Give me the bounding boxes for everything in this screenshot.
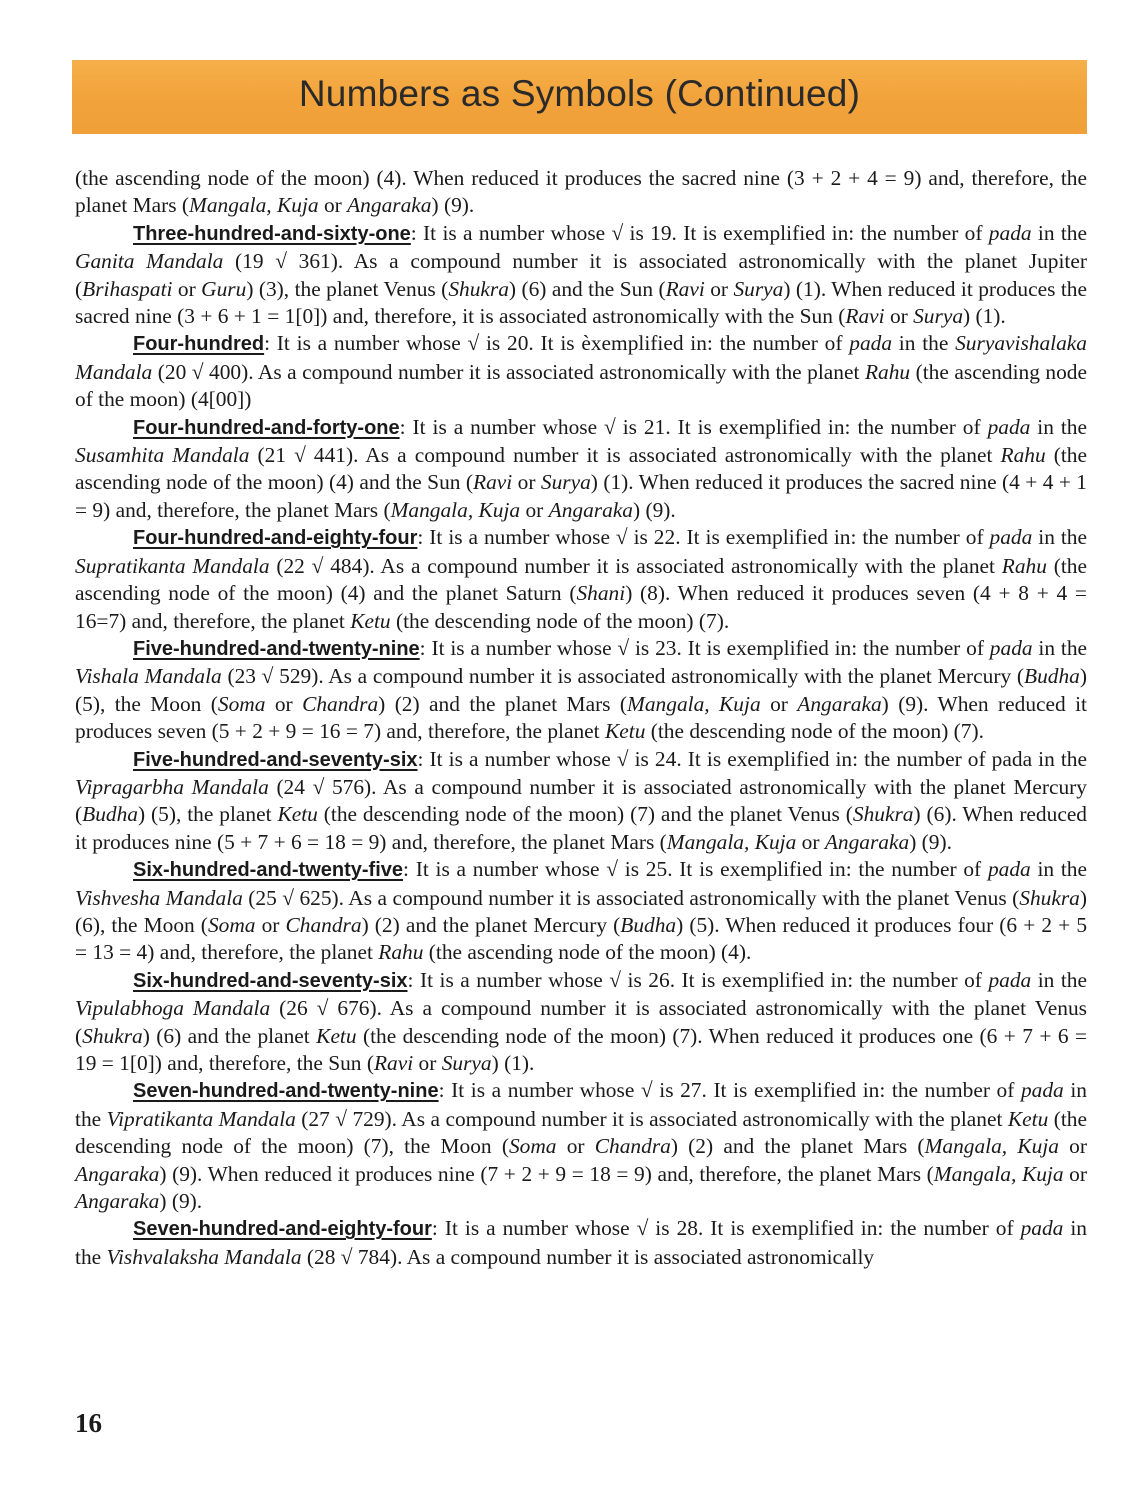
entry-term: Three-hundred-and-sixty-one — [133, 222, 411, 245]
entry-400 — [75, 330, 1087, 413]
entry-text: : It is a number whose √ is 25. It is exemplified in: the number of pada in the Vishvesha Mandala (25 √ 625). As a compound number it is associated astronomically with the planet Venus (Shukra) (6), the Moon (Soma or Chandra) (2) and the planet Mercury (Budha) (5). When reduced it produces four (6 + 2 + 5 = 13 = 4) and, therefore, the planet Rahu (the ascending node of the moon) (4). — [75, 857, 1088, 965]
section-header-banner — [72, 60, 1087, 134]
entry-term: Seven-hundred-and-eighty-four — [133, 1218, 432, 1241]
entry-term: Five-hundred-and-seventy-six — [133, 748, 418, 771]
entry-text: : It is a number whose √ is 24. It is exemplified in: the number of pada in the Vipragarbha Mandala (24 √ 576). As a compound number it is associated astronomically with the planet Mercury (Budha) (5), the planet Ketu (the descending node of the moon) (7) and the planet Venus (Shukra) (6). When reduced it produces nine (5 + 7 + 6 = 18 = 9) and, therefore, the planet Mars (Mangala, Kuja or Angaraka) (9). — [75, 746, 1088, 854]
entry-676 — [75, 967, 1087, 1078]
entry-term: Four-hundred — [133, 333, 265, 356]
page-title: Numbers as Symbols (Continued) — [298, 73, 861, 114]
entry-441 — [75, 414, 1087, 525]
entry-text: : It is a number whose √ is 23. It is exemplified in: the number of pada in the Vishala Mandala (23 √ 529). As a compound number it is associated astronomically with the planet Mercury (Budha) (5), the Moon (Soma or Chandra) (2) and the planet Mars (Mangala, Kuja or Angaraka) (9). When reduced it produces seven (5 + 2 + 9 = 16 = 7) and, therefore, the planet Ketu (the descending node of the moon) (7). — [75, 635, 1088, 744]
entry-576 — [75, 746, 1087, 857]
page-number: 16 — [75, 1408, 102, 1438]
entry-text: : It is a number whose √ is 22. It is exemplified in: the number of pada in the Supratikanta Mandala (22 √ 484). As a compound number it is associated astronomically with the planet Rahu (the ascending node of the moon) (4) and the planet Saturn (Shani) (8). When reduced it produces seven (4 + 8 + 4 = 16=7) and, therefore, the planet Ketu (the descending node of the moon) (7). — [75, 525, 1087, 633]
entry-term: Seven-hundred-and-twenty-nine — [133, 1080, 439, 1103]
entry-text: : It is a number whose √ is 26. It is exemplified in: the number of pada in the Vipulabhoga Mandala (26 √ 676). As a compound number it is associated astronomically with the planet Venus (Shukra) (6) and the planet Ketu (the descending node of the moon) (7). When reduced it produces one (6 + 7 + 6 = 19 = 1[0]) and, therefore, the Sun (Ravi or Surya) (1). — [75, 967, 1087, 1075]
entry-625 — [75, 856, 1087, 967]
entry-729 — [75, 1077, 1087, 1215]
entry-text: : It is a number whose √ is 20. It is èxemplified in: the number of pada in the Suryavishalaka Mandala (20 √ 400). As a compound number it is associated astronomically with the planet Rahu (the ascending node of the moon) (4[00]) — [75, 331, 1087, 412]
entry-784 — [75, 1215, 1087, 1271]
body-text — [75, 165, 1087, 1271]
entry-text: : It is a number whose √ is 28. It is exemplified in: the number of pada in the Vishvalaksha Mandala (28 √ 784). As a compound number it is associated astronomically — [75, 1216, 1087, 1269]
entry-term: Six-hundred-and-seventy-six — [133, 969, 408, 992]
entry-484 — [75, 524, 1087, 635]
entry-529 — [75, 635, 1087, 746]
entry-term: Six-hundred-and-twenty-five — [133, 859, 404, 882]
intro-paragraph: (the ascending node of the moon) (4). When reduced it produces the sacred nine (3 + 2 + 4 = 9) and, therefore, the planet Mars (Mangala, Kuja or Angaraka) (9). — [75, 166, 1087, 218]
entry-361 — [75, 220, 1087, 331]
entry-term: Five-hundred-and-twenty-nine — [133, 637, 420, 660]
entry-text: : It is a number whose √ is 27. It is exemplified in: the number of pada in the Vipratikanta Mandala (27 √ 729). As a compound number it is associated astronomically with the planet Ketu (the descending node of the moon) (7), the Moon (Soma or Chandra) (2) and the planet Mars (Mangala, Kuja or Angaraka) (9). When reduced it produces nine (7 + 2 + 9 = 18 = 9) and, therefore, the planet Mars (Mangala, Kuja or Angaraka) (9). — [75, 1078, 1087, 1214]
entry-term: Four-hundred-and-forty-one — [133, 416, 400, 439]
entry-term: Four-hundred-and-eighty-four — [133, 527, 418, 550]
entry-text: : It is a number whose √ is 21. It is exemplified in: the number of pada in the Susamhita Mandala (21 √ 441). As a compound number it is associated astronomically with the planet Rahu (the ascending node of the moon) (4) and the Sun (Ravi or Surya) (1). When reduced it produces the sacred nine (4 + 4 + 1 = 9) and, therefore, the planet Mars (Mangala, Kuja or Angaraka) (9). — [75, 414, 1087, 522]
entry-text: : It is a number whose √ is 19. It is exemplified in: the number of pada in the Ganita Mandala (19 √ 361). As a compound number it is associated astronomically with the planet Jupiter (Brihaspati or Guru) (3), the planet Venus (Shukra) (6) and the Sun (Ravi or Surya) (1). When reduced it produces the sacred nine (3 + 6 + 1 = 1[0]) and, therefore, it is associated astronomically with the Sun (Ravi or Surya) (1). — [75, 220, 1087, 329]
